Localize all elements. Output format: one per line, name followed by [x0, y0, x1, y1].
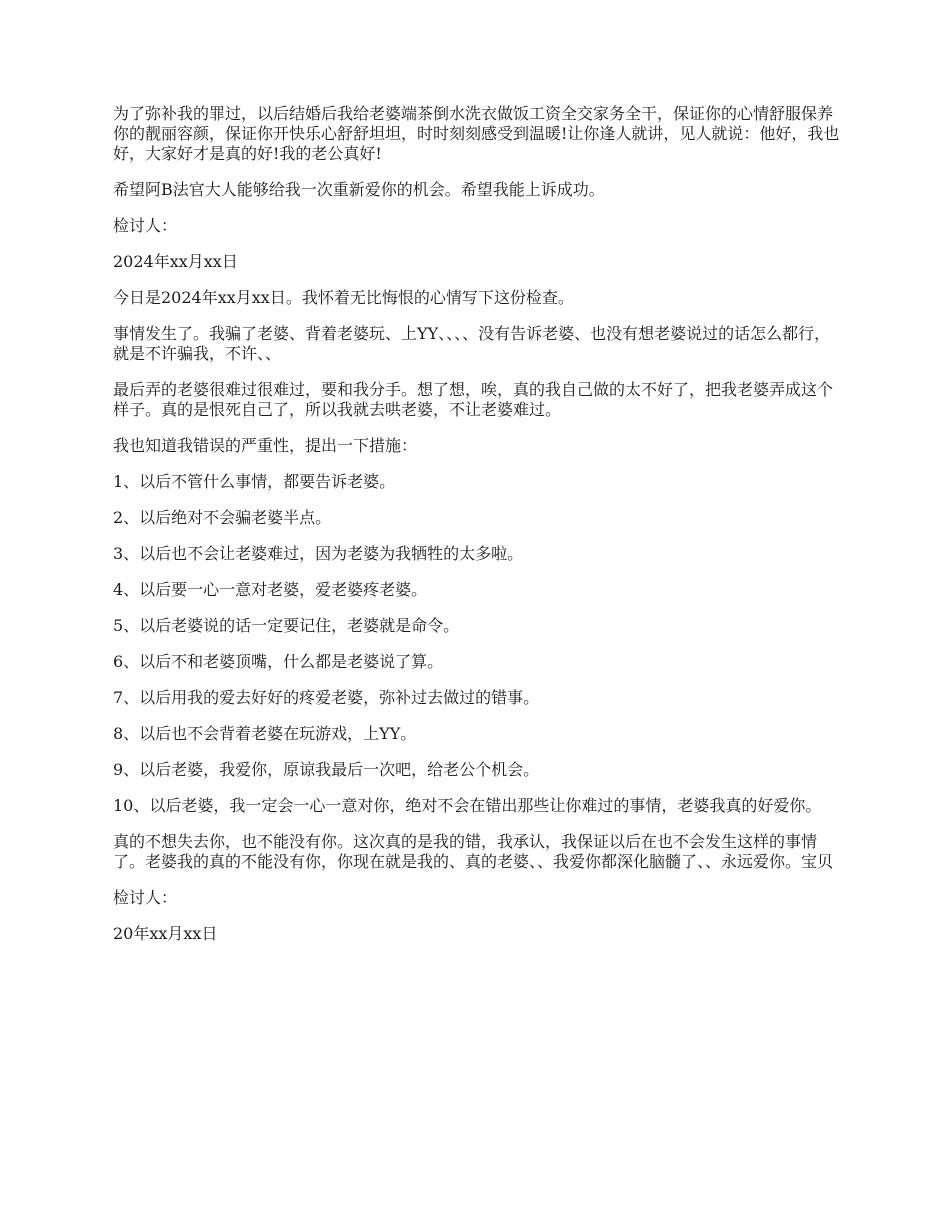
signature-date: 2024年xx月xx日	[113, 252, 238, 271]
measure-item-10: 10、以后老婆，我一定会一心一意对你，绝对不会在错出那些让你难过的事情，老婆我真的好爱你。	[113, 796, 822, 815]
paragraph-incident: 事情发生了。我骗了老婆、背着老婆玩、上YY、、、、没有告诉老婆、也没有想老婆说过的话怎么都行，就是不许骗我，不许、、	[113, 324, 831, 363]
measure-item-8: 8、以后也不会背着老婆在玩游戏，上YY。	[113, 724, 417, 743]
signature-label: 检讨人：	[113, 216, 178, 235]
measure-item-3: 3、以后也不会让老婆难过，因为老婆为我牺牲的太多啦。	[113, 544, 524, 563]
document-page	[113, 104, 843, 960]
paragraph-appeal-hope: 希望阿B法官大人能够给我一次重新爱你的机会。希望我能上诉成功。	[113, 180, 605, 199]
measure-item-7: 7、以后用我的爱去好好的疼爱老婆，弥补过去做过的错事。	[113, 688, 540, 707]
measure-item-1: 1、以后不管什么事情，都要告诉老婆。	[113, 472, 396, 491]
measure-item-9: 9、以后老婆，我爱你，原谅我最后一次吧，给老公个机会。	[113, 760, 540, 779]
paragraph-closing: 真的不想失去你，也不能没有你。这次真的是我的错，我承认，我保证以后在也不会发生这样的事情了。老婆我的真的不能没有你，你现在就是我的、真的老婆、、我爱你都深化脑髓了、、永远爱你。宝贝	[113, 832, 834, 871]
paragraph-consequence: 最后弄的老婆很难过很难过，要和我分手。想了想，唉，真的我自己做的太不好了，把我老婆弄成这个样子。真的是恨死自己了，所以我就去哄老婆，不让老婆难过。	[113, 380, 834, 419]
measure-item-5: 5、以后老婆说的话一定要记住，老婆就是命令。	[113, 616, 460, 635]
measure-item-6: 6、以后不和老婆顶嘴，什么都是老婆说了算。	[113, 652, 444, 671]
signature-label-2: 检讨人：	[113, 888, 178, 907]
paragraph-compensation-promise: 为了弥补我的罪过，以后结婚后我给老婆端茶倒水洗衣做饭工资全交家务全干，保证你的心情舒服保养你的靓丽容颜，保证你开快乐心舒舒坦坦，时时刻刻感受到温暖!让你逢人就讲，见人就说：他好，我也好，大家好才是真的好!我的老公真好!	[113, 104, 840, 163]
paragraph-intro: 今日是2024年xx月xx日。我怀着无比悔恨的心情写下这份检查。	[113, 288, 574, 307]
signature-date-2: 20年xx月xx日	[113, 924, 218, 943]
measure-item-2: 2、以后绝对不会骗老婆半点。	[113, 508, 332, 527]
measure-item-4: 4、以后要一心一意对老婆，爱老婆疼老婆。	[113, 580, 428, 599]
paragraph-measures-heading: 我也知道我错误的严重性，提出一下措施：	[113, 436, 418, 455]
